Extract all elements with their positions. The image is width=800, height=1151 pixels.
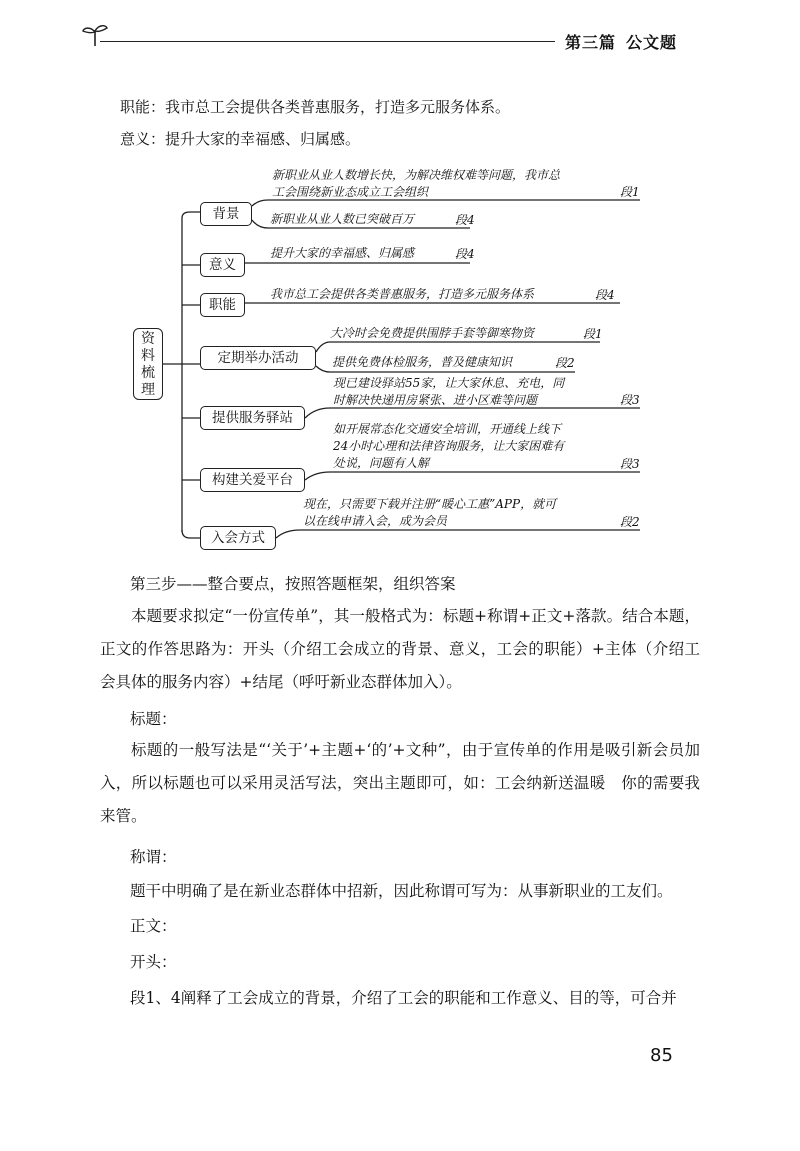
note-text: 我市总工会提供各类普惠服务，打造多元服务体系: [270, 287, 535, 301]
mindmap-root: 资 料 梳 理: [133, 328, 163, 400]
paragraph-salutation: 题干中明确了是在新业态群体中招新，因此称谓可写为：从事新职业的工友们。: [130, 882, 673, 900]
branch-function: 职能: [200, 293, 245, 317]
opening-label: 开头：: [130, 953, 177, 971]
page-number: 85: [650, 1045, 673, 1066]
note-tag: 段3: [620, 457, 640, 471]
note-text: 提升大家的幸福感、归属感: [270, 246, 415, 260]
note-text: 现已建设驿站55家，让大家休息、充电，同 时解决快递用房紧张、进小区难等问题: [333, 376, 565, 407]
note-text: 新职业从业人数已突破百万: [270, 212, 415, 226]
header-part: 第三篇: [565, 33, 617, 52]
paragraph-opening: 段1、4阐释了工会成立的背景，介绍了工会的职能和工作意义、目的等，可合并: [130, 989, 677, 1007]
note-tag: 段4: [455, 247, 475, 261]
note-text: 大冷时会免费提供围脖手套等御寒物资: [330, 326, 535, 340]
note-tag: 段2: [620, 515, 640, 529]
header-section: 公文题: [626, 33, 678, 52]
note-text: 提供免费体检服务，普及健康知识: [332, 355, 513, 369]
branch-meaning: 意义: [200, 253, 245, 277]
branch-join-method: 入会方式: [200, 526, 276, 550]
paragraph-title: 标题的一般写法是“‘关于’+主题+‘的’+文种”，由于宣传单的作用是吸引新会员加入，所以标题也可以采用灵活写法，突出主题即可，如：工会纳新送温暖 你的需要我来管。: [100, 741, 700, 825]
branch-care-platform: 构建关爱平台: [200, 468, 305, 492]
salutation-label: 称谓：: [130, 848, 177, 866]
note-tag: 段1: [620, 185, 640, 199]
function-line: 职能：我市总工会提供各类普惠服务，打造多元服务体系。: [120, 98, 511, 116]
note-tag: 段1: [583, 327, 603, 341]
note-text: 现在，只需要下载并注册“暖心工惠”APP，就可 以在线申请入会，成为会员: [303, 497, 557, 528]
note-tag: 段3: [620, 393, 640, 407]
branch-background: 背景: [200, 202, 252, 226]
note-text: 如开展常态化交通安全培训，开通线上线下 24小时心理和法律咨询服务，让大家困难有 处说，问题有人解: [333, 422, 565, 470]
paragraph-format: 本题要求拟定“一份宣传单”，其一般格式为：标题+称谓+正文+落款。结合本题，正文的作答思路为：开头（介绍工会成立的背景、意义，工会的职能）+主体（介绍工会具体的服务内容）+结尾（呼吁新业态群体加入）。: [100, 607, 700, 691]
note-tag: 段4: [455, 213, 475, 227]
title-label: 标题：: [130, 710, 177, 728]
body-label: 正文：: [130, 917, 177, 935]
note-tag: 段2: [555, 356, 575, 370]
note-tag: 段4: [595, 288, 615, 302]
note-text: 新职业从业人数增长快，为解决维权难等问题，我市总 工会围绕新业态成立工会组织: [272, 168, 561, 199]
branch-service-station: 提供服务驿站: [200, 406, 305, 430]
step3-heading: 第三步——整合要点，按照答题框架，组织答案: [130, 575, 456, 593]
meaning-line: 意义：提升大家的幸福感、归属感。: [120, 130, 361, 148]
branch-activities: 定期举办活动: [200, 346, 316, 370]
